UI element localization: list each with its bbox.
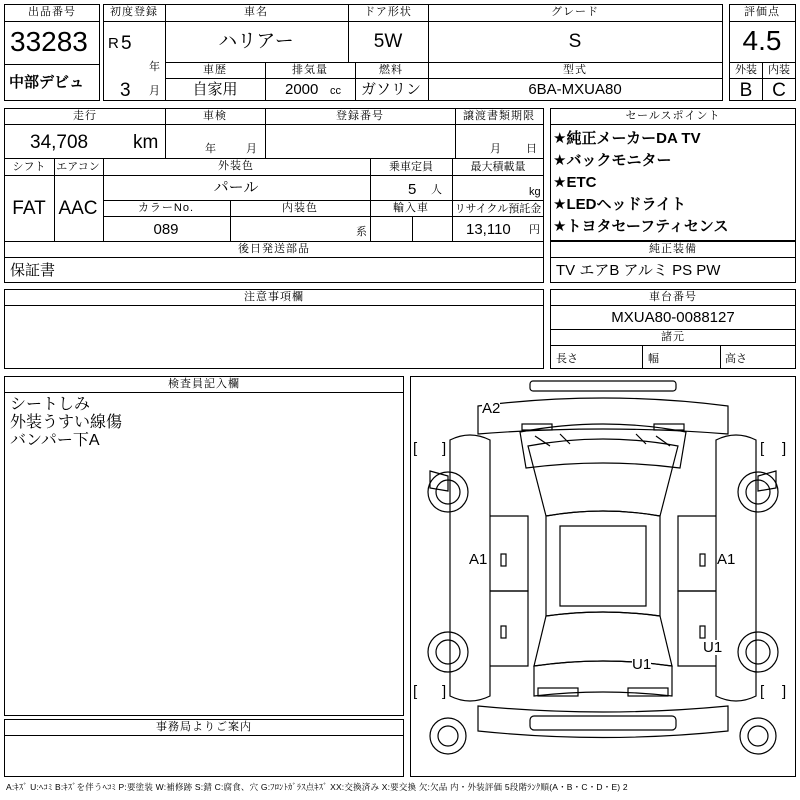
dims-label: 諸元: [661, 331, 685, 343]
width-label: 幅: [648, 353, 659, 365]
displacement-label: 排気量: [292, 64, 328, 76]
length-label: 長さ: [556, 353, 578, 365]
bracket-close-3: ]: [442, 683, 447, 700]
color-no-label: カラーNo.: [137, 202, 195, 214]
damage-mark-rear: U1: [632, 656, 652, 673]
score-label: 評価点: [744, 6, 780, 18]
bracket-close-2: ]: [782, 440, 787, 457]
venue-name: 中部デビュ: [9, 74, 85, 91]
height-label: 高さ: [725, 353, 747, 365]
rear-window: [534, 612, 672, 666]
recycle-value: 13,110: [466, 221, 511, 238]
exterior-grade: B: [739, 80, 753, 101]
lot-no-value: 33283: [10, 26, 88, 57]
inspector-label: 検査員記入欄: [168, 378, 240, 390]
history-label: 車歴: [203, 64, 227, 76]
inspector-note-3: バンパー下A: [10, 432, 100, 449]
selling-point-1: ★純正メーカーDA TV: [553, 130, 701, 147]
recycle-unit: 円: [529, 224, 540, 236]
import-label: 輸入車: [393, 202, 429, 214]
rear-door-left: [490, 591, 528, 666]
load-label: 最大積載量: [470, 161, 526, 173]
exterior-label: 外装: [735, 64, 757, 76]
inspector-note-1: シートしみ: [10, 396, 91, 413]
capacity-value: 5: [408, 181, 417, 198]
capacity-label: 乗車定員: [389, 161, 433, 173]
bracket-open-2: [: [760, 440, 765, 457]
windshield: [528, 439, 678, 516]
grade-label: グレード: [551, 6, 599, 18]
selling-point-2: ★バックモニター: [553, 152, 672, 169]
damage-mark-left-door: A1: [469, 551, 488, 568]
reg-year: 5: [121, 33, 132, 54]
first-reg-label: 初度登録: [110, 6, 158, 18]
bracket-open-4: [: [760, 683, 765, 700]
selling-point-4: ★LEDヘッドライト: [553, 196, 686, 213]
color-no-value: 089: [153, 221, 179, 238]
door-value: 5W: [373, 31, 403, 52]
front-door-right: [678, 516, 716, 591]
shift-label: シフト: [12, 161, 46, 173]
front-bumper: [478, 398, 728, 434]
displacement-unit: cc: [330, 85, 341, 97]
car-name-label: 車名: [244, 6, 268, 18]
int-color-label: 内装色: [282, 202, 318, 214]
chassis-label: 車台番号: [649, 291, 697, 303]
selling-points-label: セールスポイント: [625, 110, 721, 122]
selling-point-5: ★トヨタセーフティセンス: [553, 218, 729, 235]
load-unit: kg: [529, 186, 541, 198]
mileage-unit: km: [133, 132, 159, 153]
later-parts-label: 後日発送部品: [238, 243, 310, 255]
rear-right-wheel: [738, 632, 778, 672]
interior-grade: C: [772, 80, 786, 101]
lot-no-label: 出品番号: [28, 6, 76, 18]
capacity-unit: 人: [431, 184, 442, 196]
door-label: ドア形状: [364, 6, 412, 18]
bracket-close-4: ]: [782, 683, 787, 700]
mileage-label: 走行: [73, 110, 97, 122]
mileage-value: 34,708: [30, 132, 89, 153]
int-color-unit: 系: [356, 226, 367, 238]
notes-label: 注意事項欄: [244, 291, 304, 303]
shift-value: FAT: [12, 198, 46, 219]
era-mark: R: [108, 35, 119, 52]
front-door-left: [490, 516, 528, 591]
score-value: 4.5: [742, 25, 782, 56]
transfer-month-unit: 月: [490, 143, 501, 155]
reg-no-label: 登録番号: [336, 110, 384, 122]
month-unit: 月: [149, 85, 160, 97]
legend-footer: A:ｷｽﾞ U:ﾍｺﾐ B:ｷｽﾞを伴うﾍｺﾐ P:要塗装 W:補修跡 S:錆 C:腐食、穴 G:ﾌﾛﾝﾄｶﾞﾗｽ点ｷｽﾞ XX:交換済み X:要交換 欠:欠品 内・外装評価 5段階ﾗﾝｸ順(A・B・C・D・E) 2: [6, 782, 628, 792]
equipment-value: TV エアB アルミ PS PW: [556, 262, 721, 279]
car-name-value: ハリアー: [218, 31, 294, 52]
chassis-value: MXUA80-0088127: [611, 309, 735, 326]
displacement-value: 2000: [285, 81, 319, 98]
ext-color-value: パール: [213, 179, 259, 196]
bracket-open-1: [: [413, 440, 418, 457]
model-label: 型式: [563, 64, 587, 76]
hatch: [534, 661, 672, 696]
rear-left-wheel: [428, 632, 468, 672]
transfer-day-unit: 日: [526, 143, 537, 155]
damage-mark-front: A2: [482, 400, 501, 417]
office-label: 事務局よりご案内: [156, 721, 252, 733]
inspection-month-unit: 月: [246, 143, 257, 155]
recycle-label: リサイクル預託金: [454, 203, 542, 215]
transfer-label: 譲渡書類期限: [463, 110, 535, 122]
car-diagram: [410, 376, 796, 777]
fuel-value: ガソリン: [360, 81, 422, 98]
ext-color-label: 外装色: [218, 160, 254, 172]
history-value: 自家用: [192, 81, 238, 98]
roof: [546, 511, 660, 616]
inspector-notes: [10, 396, 122, 450]
interior-label: 内装: [768, 64, 790, 76]
inspector-note-2: 外装うすい線傷: [10, 414, 123, 431]
selling-point-3: ★ETC: [553, 174, 597, 191]
aircon-label: エアコン: [56, 161, 100, 173]
front-plate: [530, 381, 676, 391]
spare-wheel-left: [430, 718, 466, 754]
spare-wheel-right: [740, 718, 776, 754]
damage-mark-rear-right: U1: [703, 639, 723, 656]
damage-mark-right-door: A1: [717, 551, 736, 568]
grade-value: S: [568, 31, 582, 52]
inspection-label: 車検: [203, 110, 227, 122]
year-unit: 年: [149, 61, 160, 73]
inspection-year-unit: 年: [205, 143, 216, 155]
bracket-open-3: [: [413, 683, 418, 700]
reg-month: 3: [120, 80, 131, 101]
rear-bumper: [478, 706, 728, 738]
grille-lines: [535, 434, 670, 446]
bracket-close-1: ]: [442, 440, 447, 457]
equipment-label: 純正装備: [649, 243, 697, 255]
later-parts-value: 保証書: [10, 262, 56, 279]
model-value: 6BA-MXUA80: [528, 81, 622, 98]
aircon-value: AAC: [58, 198, 98, 219]
fuel-label: 燃料: [379, 64, 403, 76]
